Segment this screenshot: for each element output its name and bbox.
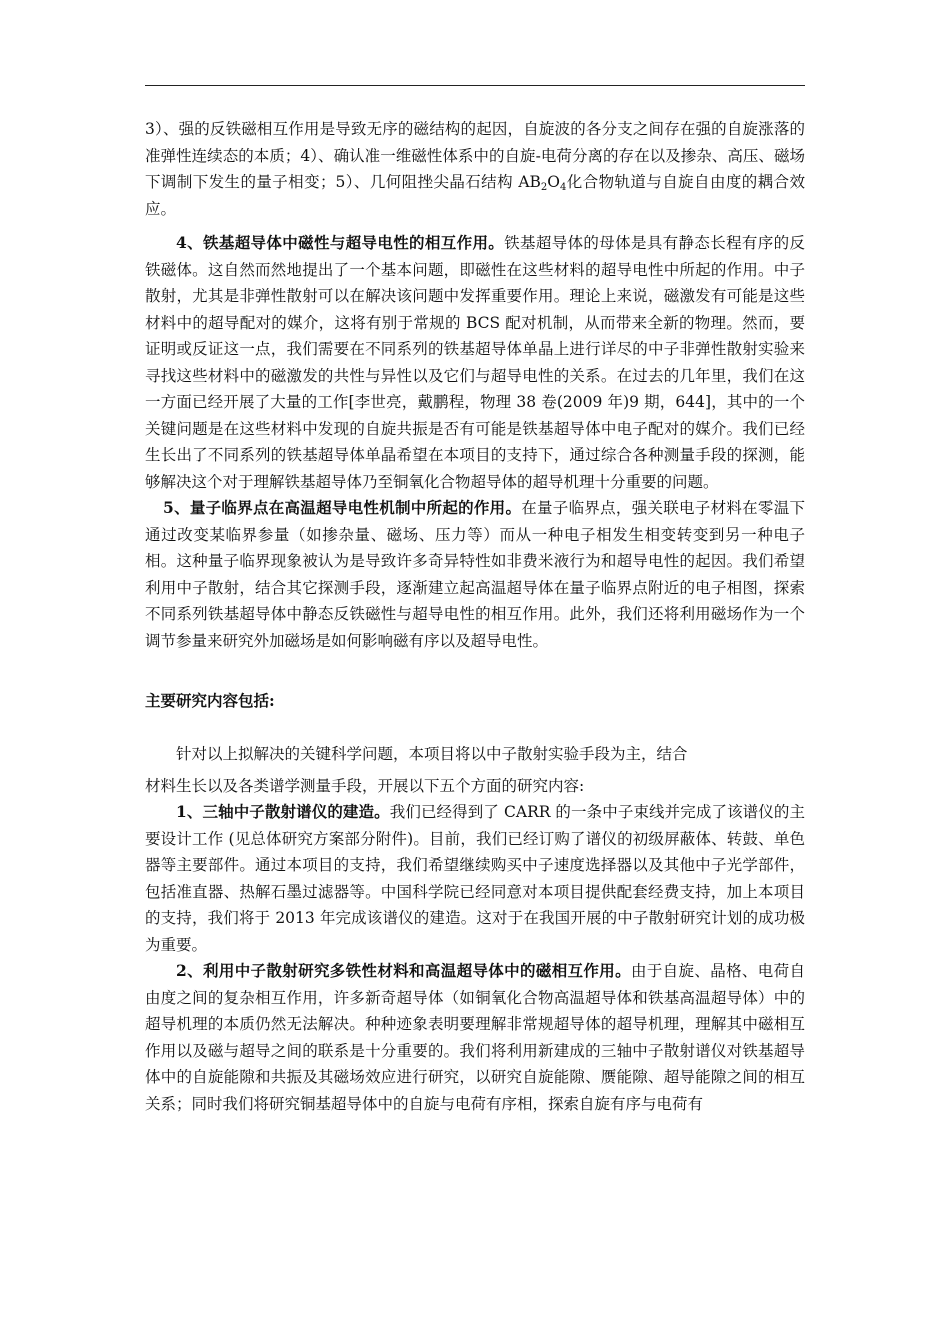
bold-lead: 5、量子临界点在高温超导电性机制中所起的作用。: [163, 498, 522, 517]
paragraph-triple-axis-spectrometer: 1、三轴中子散射谱仪的建造。我们已经得到了 CARR 的一条中子束线并完成了该谱仪的主要设计工作 (见总体研究方案部分附件)。目前，我们已经订购了谱仪的初级屏蔽体、转鼓、单色器等主要部件。通过本项目的支持，我们希望继续购买中子速度选择器以及其他中子光学部件，包括准直器、热解石墨过滤器等。中国科学院已经同意对本项目提供配套经费支持，加上本项目的支持，我们将于 2013 年完成该谱仪的建造。这对于在我国开展的中子散射研究计划的成功极为重要。: [145, 802, 805, 954]
header-rule: [145, 85, 805, 86]
intro-line-1: 针对以上拟解决的关键科学问题，本项目将以中子散射实验手段为主，结合: [176, 744, 688, 763]
paragraph-magnetic-interactions: 2、利用中子散射研究多铁性材料和高温超导体中的磁相互作用。由于自旋、晶格、电荷自由度之间的复杂相互作用，许多新奇超导体（如铜氧化合物高温超导体和铁基高温超导体）中的超导机理的本质仍然无法解决。种种迹象表明要理解非常规超导体的超导机理，理解其中磁相互作用以及磁与超导之间的联系是十分重要的。我们将利用新建成的三轴中子散射谱仪对铁基超导体中的自旋能隙和共振及其磁场效应进行研究，以研究自旋能隙、赝能隙、超导能隙之间的相互关系；同时我们将研究铜基超导体中的自旋与电荷有序相，探索自旋有序与电荷有: [145, 961, 805, 1113]
bold-lead: 1、三轴中子散射谱仪的建造。: [176, 802, 390, 821]
intro-line-2: 材料生长以及各类谱学测量手段，开展以下五个方面的研究内容:: [145, 776, 585, 795]
bold-lead: 2、利用中子散射研究多铁性材料和高温超导体中的磁相互作用。: [176, 961, 631, 980]
paragraph-iron-based-superconductors: 4、铁基超导体中磁性与超导电性的相互作用。铁基超导体的母体是具有静态长程有序的反铁磁体。这自然而然地提出了一个基本问题，即磁性在这些材料的超导电性中所起的作用。中子散射，尤其是非弹性散射可以在解决该问题中发挥重要作用。理论上来说，磁激发有可能是这些材料中的超导配对的媒介，这将有别于常规的 BCS 配对机制，从而带来全新的物理。然而，要证明或反证这一点，我们需要在不同系列的铁基超导体单晶上进行详尽的中子非弹性散射实验来寻找这些材料中的磁激发的共性与异性以及它们与超导电性的关系。在过去的几年里，我们在这一方面已经开展了大量的工作[李世亮，戴鹏程，物理 38 卷(2009 年)9 期，644]，其中的一个关键问题是在这些材料中发现的自旋共振是否有可能是铁基超导体中电子配对的媒介。我们已经生长出了不同系列的铁基超导体单晶希望在本项目的支持下，通过综合各种测量手段的探测，能够解决这个对于理解铁基超导体乃至铜氧化合物超导体的超导机理十分重要的问题。: [145, 233, 805, 491]
bold-lead: 4、铁基超导体中磁性与超导电性的相互作用。: [176, 233, 505, 252]
paragraph-quantum-critical-point: 5、量子临界点在高温超导电性机制中所起的作用。在量子临界点，强关联电子材料在零温下通过改变某临界参量（如掺杂量、磁场、压力等）而从一种电子相发生相变转变到另一种电子相。这种量子临界现象被认为是导致许多奇异特性如非费米液行为和超导电性的起因。我们希望利用中子散射，结合其它探测手段，逐渐建立起高温超导体在量子临界点附近的电子相图，探索不同系列铁基超导体中静态反铁磁性与超导电性的相互作用。此外，我们还将利用磁场作为一个调节参量来研究外加磁场是如何影响磁有序以及超导电性。: [145, 498, 805, 650]
document-body: [145, 116, 805, 1117]
paragraph-magnetism-items: 3）、强的反铁磁相互作用是导致无序的磁结构的起因，自旋波的各分支之间存在强的自旋涨落的准弹性连续态的本质；4）、确认准一维磁性体系中的自旋-电荷分离的存在以及掺杂、高压、磁场下调制下发生的量子相变；5）、几何阻挫尖晶石结构 $AB_2O_4$化合物轨道与自旋自由度的耦合效应。: [145, 120, 805, 218]
section-heading: 主要研究内容包括:: [145, 691, 275, 710]
